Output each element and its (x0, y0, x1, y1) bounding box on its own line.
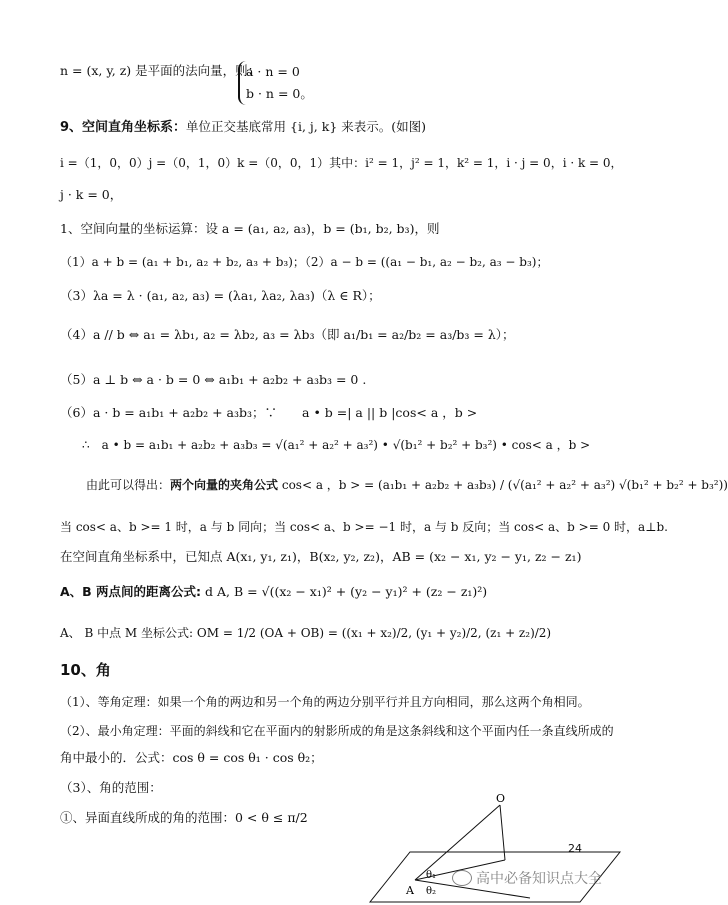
angle-range-heading: （3）、角的范围： (60, 780, 162, 795)
angle-formula-title: 两个向量的夹角公式 (170, 478, 279, 492)
op-dot-product: （6）a · b = a₁b₁ + a₂b₂ + a₃b₃；∵ a • b =| a || b |cos< a ，b > (60, 405, 478, 420)
section-10-heading (60, 661, 111, 680)
unit-vectors-line: i =（1，0，0）j =（0，1，0）k =（0，0，1）其中：i² = 1，j² = 1，k² = 1，i · j = 0，i · k = 0， (60, 156, 623, 170)
angle-formula-prefix: 由此可以得出： (86, 478, 171, 492)
watermark-text: 高中必备知识点大全 (476, 871, 602, 887)
point-o-label: O (496, 792, 506, 805)
page-number: 24 (568, 842, 582, 855)
op-parallel: （4）a // b ⇔ a₁ = λb₁, a₂ = λb₂, a₃ = λb₃（即 a₁/b₁ = a₂/b₂ = a₃/b₃ = λ）； (60, 327, 515, 342)
therefore-line: ∴ a • b = a₁b₁ + a₂b₂ + a₃b₃ = √(a₁² + a₂² + a₃²) • √(b₁² + b₂² + b₃²) • cos< a ，b > (82, 438, 591, 452)
min-angle-formula: 角中最小的．公式：cos θ = cos θ₁ · cos θ₂； (60, 750, 323, 765)
condition-a-dot-n: a · n = 0 (246, 64, 300, 79)
theta1-label: θ₁ (426, 870, 437, 881)
section-10-title: 10、角 (60, 661, 111, 679)
jk-zero-line: j · k = 0， (60, 187, 123, 202)
section-9-heading (60, 118, 426, 137)
op-add-sub: （1）a + b = (a₁ + b₁, a₂ + b₂, a₃ + b₃)；（2）a − b = ((a₁ − b₁, a₂ − b₂, a₃ − b₃)； (60, 255, 549, 269)
coord-ops-intro: 1、空间向量的坐标运算：设 a = (a₁, a₂, a₃)，b = (b₁, b₂, b₃)，则 (60, 221, 440, 236)
watermark (452, 868, 602, 888)
distance-formula: d A, B = √((x₂ − x₁)² + (y₂ − y₁)² + (z₂ − z₁)²) (205, 584, 488, 599)
midpoint-line: A、 B 中点 M 坐标公式: OM = 1/2 (OA + OB) = ((x₁ + x₂)/2, (y₁ + y₂)/2, (z₁ + z₂)/2) (60, 626, 552, 640)
distance-line (60, 583, 487, 601)
distance-title: A、B 两点间的距离公式: (60, 584, 202, 599)
point-a-label: A (406, 884, 414, 897)
wechat-icon (452, 870, 472, 886)
section-9-intro: 单位正交基底常用 {i, j, k} 来表示。(如图) (186, 119, 426, 134)
condition-b-dot-n: b · n = 0。 (246, 86, 313, 101)
section-9-title: 9、空间直角坐标系： (60, 120, 187, 135)
op-scalar: （3）λa = λ · (a₁, a₂, a₃) = (λa₁, λa₂, λa₃)（λ ∈ R）； (60, 288, 381, 303)
normal-vector-line: n = (x, y, z) 是平面的法向量，则： (60, 63, 261, 78)
theta2-label: θ₂ (426, 886, 437, 897)
cos-cases-line: 当 cos< a、b >= 1 时，a 与 b 同向；当 cos< a、b >= −1 时，a 与 b 反向；当 cos< a、b >= 0 时，a⊥b. (60, 520, 668, 534)
op-perpendicular: （5）a ⊥ b ⇔ a · b = 0 ⇔ a₁b₁ + a₂b₂ + a₃b₃ = 0 . (60, 372, 367, 387)
skew-lines-range: ①、异面直线所成的角的范围：0 < θ ≤ π/2 (60, 810, 308, 825)
normal-vector-conditions (238, 61, 313, 105)
ab-vector-line: 在空间直角坐标系中，已知点 A(x₁, y₁, z₁)，B(x₂, y₂, z₂)，AB = (x₂ − x₁, y₂ − y₁, z₂ − z₁) (60, 549, 582, 564)
equal-angle-theorem: （1）、等角定理：如果一个角的两边和另一个角的两边分别平行并且方向相同，那么这两个角相同。 (60, 695, 590, 709)
angle-formula-line (86, 476, 728, 494)
min-angle-theorem: （2）、最小角定理：平面的斜线和它在平面内的射影所成的角是这条斜线和这个平面内任一条直线所成的 (60, 724, 614, 738)
angle-formula: cos< a ，b > = (a₁b₁ + a₂b₂ + a₃b₃) / (√(a₁² + a₂² + a₃²) √(b₁² + b₂² + b₃²)) (281, 478, 728, 492)
